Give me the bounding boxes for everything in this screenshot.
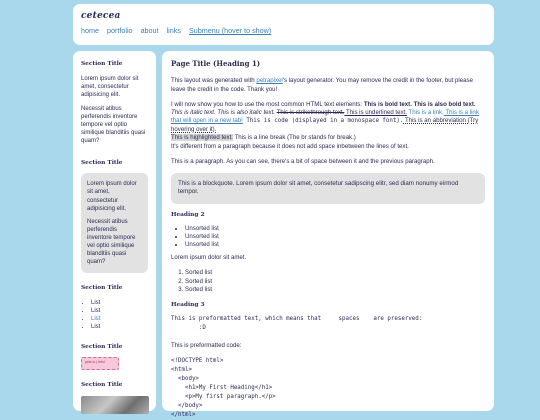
- sidebar: [73, 51, 156, 411]
- heading-2: Heading 2: [171, 211, 205, 218]
- nav-home[interactable]: home: [81, 26, 99, 36]
- sorted-list: [171, 269, 485, 294]
- blockquote: This is a blockquote. Lorem ipsum dolor sit amet, consetetur sadipscing elitr, sed diam nonumy eirmod tempor.: [171, 173, 485, 204]
- linebreak-text: This is a line break (The br stands for break.): [233, 134, 356, 142]
- sidebar-box: [81, 173, 148, 273]
- credit-text: This layout was generated with: [171, 77, 257, 85]
- preformatted-text: This is preformatted text, which means that spaces are preserved: :D: [171, 315, 423, 331]
- abbreviation-text[interactable]: This is an abbreviation (Try hovering over it).: [171, 117, 479, 134]
- paragraph: This is preformatted code:: [171, 341, 242, 349]
- list-item: [91, 315, 148, 323]
- list-item: • List: [91, 323, 148, 331]
- generator-link[interactable]: petrapixel: [256, 77, 283, 85]
- list-item: • Unsorted list: [185, 233, 485, 241]
- sidebar-section-title: Section Title: [81, 285, 123, 292]
- list-item: 1. Sorted list: [185, 269, 485, 277]
- paragraph: Lorem ipsum dolor sit amet.: [171, 254, 247, 262]
- underlined-text: This is underlined text.: [344, 109, 407, 117]
- list-item: • Unsorted list: [185, 241, 485, 249]
- sidebar-section-title: Section Title: [81, 61, 123, 67]
- list-item: • Unsorted list: [185, 225, 485, 233]
- bold-text: This is bold text. This is also bold text.: [363, 100, 476, 108]
- list-item: • List: [91, 299, 148, 307]
- main-content: [162, 51, 494, 418]
- site-header: [73, 4, 494, 45]
- sidebar-image: [81, 396, 149, 414]
- sidebar-list: [81, 299, 148, 331]
- credit-text: 's layout generator. You may remove the credit in the footer, but please leave the credit in the code. Thank you!: [171, 77, 473, 93]
- highlighted-text: This is highlighted text.: [171, 134, 233, 142]
- list-item: • List: [91, 307, 148, 315]
- code-text: This is code (displayed in a monospace font).: [242, 118, 404, 125]
- nav-about[interactable]: about: [140, 26, 159, 36]
- paragraph: This is a paragraph. As you can see, there's a bit of space between it and the previous paragraph.: [171, 157, 435, 165]
- sidebar-section-title: Section Title: [81, 343, 123, 350]
- main-nav: [81, 26, 486, 36]
- list-item: 3. Sorted list: [185, 286, 485, 294]
- sidebar-paragraph: Necessit atibus perferendis inventore tempore vel optio similique blanditiis quasi quam?: [81, 106, 146, 145]
- page-title: Page Title (Heading 1): [171, 59, 261, 68]
- preformatted-code: <!DOCTYPE html> <html> <body> <h1>My First Heading</h1> <p>My first paragraph.</p> </body> </html>: [171, 358, 276, 418]
- heading-3: Heading 3: [171, 302, 205, 309]
- sidebar-paragraph: Lorem ipsum dolor sit amet, consectetur adipisicing elit.: [81, 75, 139, 98]
- list-item: 2. Sorted list: [185, 278, 485, 286]
- sidebar-box-paragraph: Necessit atibus perferendis inventore tempore vel optio similique blanditiis quasi quam?: [87, 218, 136, 266]
- linebreak-text: It's different from a paragraph because it does not add space inbetween the lines of text.: [171, 142, 409, 150]
- sidebar-list-link[interactable]: List: [91, 316, 101, 323]
- example-link-new-tab[interactable]: This is a link that will open in a new tab!: [171, 109, 479, 125]
- unsorted-list: [171, 225, 485, 250]
- nav-portfolio[interactable]: portfolio: [106, 26, 133, 36]
- sidebar-section-title: Section Title: [81, 159, 123, 166]
- example-link[interactable]: This is a link.: [406, 109, 444, 117]
- sidebar-box-paragraph: Lorem ipsum dolor sit amet, consectetur adipisicing elit.: [87, 181, 137, 212]
- nav-links[interactable]: links: [166, 26, 181, 36]
- button-badge[interactable]: petz.io | tetul: [81, 357, 119, 370]
- strikethrough-text: This is strikethrough text.: [276, 109, 345, 117]
- elements-paragraph: [171, 101, 485, 151]
- site-title[interactable]: cetecea: [81, 11, 121, 21]
- nav-submenu[interactable]: Submenu (hover to show): [188, 26, 272, 36]
- sidebar-section-title: Section Title: [81, 382, 123, 389]
- credit-paragraph: [171, 77, 485, 93]
- intro-text: I will now show you how to use the most common HTML text elements:: [171, 100, 364, 108]
- italic-text: This is italic text. This is also italic text.: [171, 109, 277, 117]
